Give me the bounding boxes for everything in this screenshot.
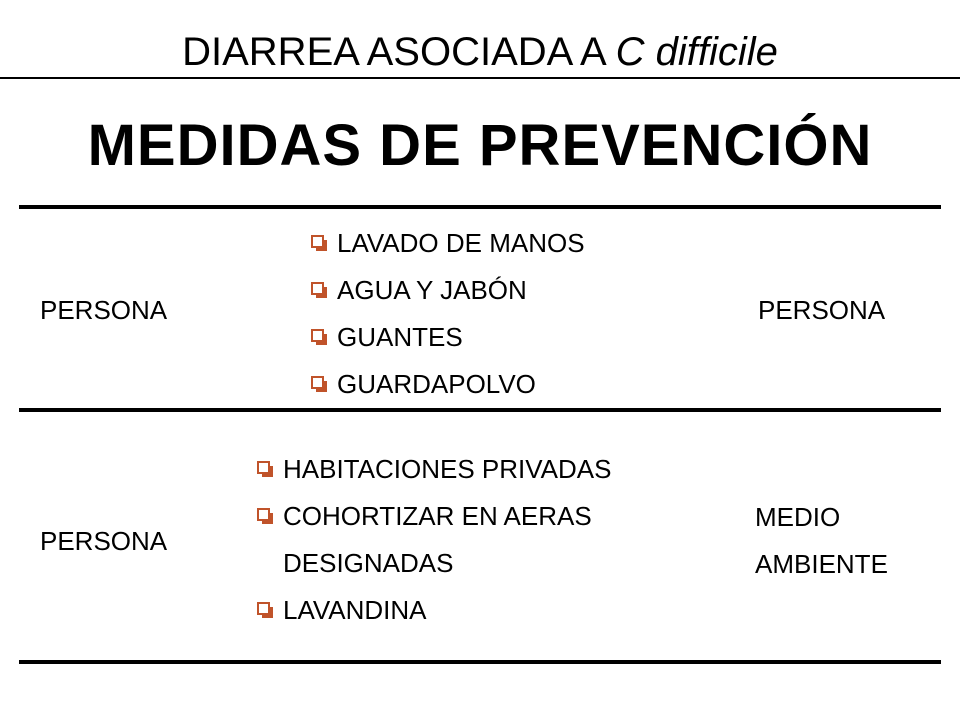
- table-rule-top: [19, 205, 941, 209]
- slide-heading: MEDIDAS DE PREVENCIÓN: [87, 113, 873, 178]
- list-item: [256, 501, 611, 578]
- subtitle-italic: C difficile: [615, 30, 778, 74]
- bullet-text: LAVANDINA: [283, 595, 427, 625]
- right-label-line: AMBIENTE: [755, 549, 888, 579]
- bullet-text: AGUA Y JABÓN: [337, 275, 527, 305]
- title-bar: [0, 0, 960, 78]
- table-rule-bottom: [19, 660, 941, 664]
- checkbox-bullet-icon: [257, 602, 274, 619]
- title-divider: [0, 77, 960, 79]
- bullet-text: GUARDAPOLVO: [337, 369, 536, 399]
- list-item: [256, 454, 611, 484]
- subtitle-text: DIARREA ASOCIADA A: [182, 30, 616, 74]
- bullet-text: COHORTIZAR EN AERAS: [283, 501, 592, 531]
- checkbox-bullet-icon: [311, 235, 328, 252]
- list-item: [310, 369, 585, 399]
- list-item: [310, 322, 585, 352]
- section1-left-label: PERSONA: [40, 295, 168, 325]
- checkbox-bullet-icon: [311, 376, 328, 393]
- bullet-text: HABITACIONES PRIVADAS: [283, 454, 612, 484]
- checkbox-bullet-icon: [311, 329, 328, 346]
- bullet-text-continuation: DESIGNADAS: [283, 548, 454, 578]
- section1-right-label: PERSONA: [758, 295, 886, 325]
- table-rule-middle: [19, 408, 941, 412]
- checkbox-bullet-icon: [257, 508, 274, 525]
- checkbox-bullet-icon: [257, 461, 274, 478]
- list-item: [256, 595, 611, 625]
- section1-bullet-list: [310, 228, 585, 416]
- section2-left-label: PERSONA: [40, 526, 168, 556]
- section2-bullet-list: [256, 454, 611, 642]
- section2-right-label: [755, 494, 888, 588]
- bullet-text: GUANTES: [337, 322, 463, 352]
- checkbox-bullet-icon: [311, 282, 328, 299]
- bullet-text: LAVADO DE MANOS: [337, 228, 585, 258]
- right-label-line: MEDIO: [755, 502, 841, 532]
- slide-subtitle: [0, 28, 960, 76]
- list-item: [310, 275, 585, 305]
- list-item: [310, 228, 585, 258]
